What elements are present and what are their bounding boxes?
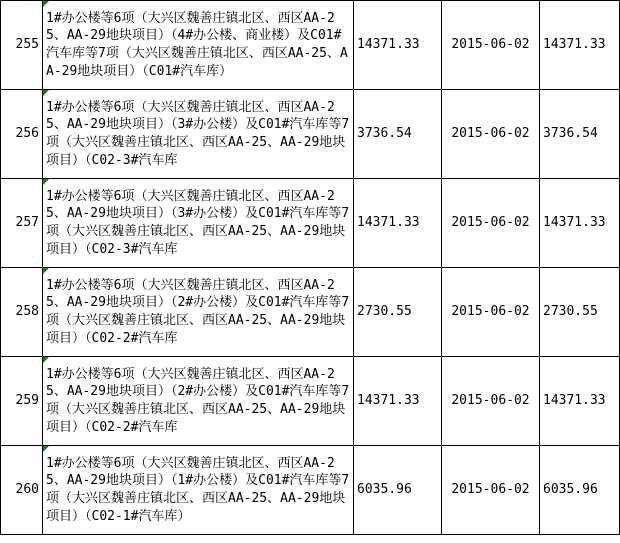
amount-cell[interactable]: 3736.54 (354, 90, 442, 179)
row-number-cell[interactable]: 255 (1, 1, 43, 90)
date-cell[interactable]: 2015-06-02 (442, 268, 540, 357)
date-cell[interactable]: 2015-06-02 (442, 90, 540, 179)
amount-total-cell[interactable]: 14371.33 (540, 1, 620, 90)
row-number-cell[interactable]: 259 (1, 357, 43, 446)
row-number-cell[interactable]: 256 (1, 90, 43, 179)
table-row (1, 1, 620, 90)
amount-cell[interactable]: 14371.33 (354, 179, 442, 268)
amount-cell[interactable]: 6035.96 (354, 446, 442, 535)
amount-total-cell[interactable]: 6035.96 (540, 446, 620, 535)
table-row (1, 268, 620, 357)
table-row (1, 90, 620, 179)
project-description-cell[interactable]: 1#办公楼等6项（大兴区魏善庄镇北区、西区AA-25、AA-29地块项目）（1#办公楼）及C01#汽车库等7项（大兴区魏善庄镇北区、西区AA-25、AA-29地块项目）（C02-1#汽车库） (43, 446, 354, 535)
date-cell[interactable]: 2015-06-02 (442, 357, 540, 446)
amount-total-cell[interactable]: 3736.54 (540, 90, 620, 179)
table-row (1, 179, 620, 268)
row-number-cell[interactable]: 258 (1, 268, 43, 357)
table-row (1, 446, 620, 535)
amount-total-cell[interactable]: 14371.33 (540, 179, 620, 268)
date-cell[interactable]: 2015-06-02 (442, 446, 540, 535)
project-description-cell[interactable]: 1#办公楼等6项（大兴区魏善庄镇北区、西区AA-25、AA-29地块项目）（4#办公楼、商业楼）及C01#汽车库等7项（大兴区魏善庄镇北区、西区AA-25、AA-29地块项目）（C01#汽车库） (43, 1, 354, 90)
date-cell[interactable]: 2015-06-02 (442, 179, 540, 268)
project-description-cell[interactable]: 1#办公楼等6项（大兴区魏善庄镇北区、西区AA-25、AA-29地块项目）（2#办公楼）及C01#汽车库等7项（大兴区魏善庄镇北区、西区AA-25、AA-29地块项目）（C02-2#汽车库 (43, 268, 354, 357)
project-description-cell[interactable]: 1#办公楼等6项（大兴区魏善庄镇北区、西区AA-25、AA-29地块项目）（3#办公楼）及C01#汽车库等7项（大兴区魏善庄镇北区、西区AA-25、AA-29地块项目）（C02-3#汽车库 (43, 179, 354, 268)
row-number-cell[interactable]: 257 (1, 179, 43, 268)
project-description-cell[interactable]: 1#办公楼等6项（大兴区魏善庄镇北区、西区AA-25、AA-29地块项目）（2#办公楼）及C01#汽车库等7项（大兴区魏善庄镇北区、西区AA-25、AA-29地块项目）（C02-2#汽车库 (43, 357, 354, 446)
amount-total-cell[interactable]: 2730.55 (540, 268, 620, 357)
amount-total-cell[interactable]: 14371.33 (540, 357, 620, 446)
table-row (1, 357, 620, 446)
project-description-cell[interactable]: 1#办公楼等6项（大兴区魏善庄镇北区、西区AA-25、AA-29地块项目）（3#办公楼）及C01#汽车库等7项（大兴区魏善庄镇北区、西区AA-25、AA-29地块项目）（C02-3#汽车库 (43, 90, 354, 179)
amount-cell[interactable]: 14371.33 (354, 1, 442, 90)
amount-cell[interactable]: 14371.33 (354, 357, 442, 446)
amount-cell[interactable]: 2730.55 (354, 268, 442, 357)
date-cell[interactable]: 2015-06-02 (442, 1, 540, 90)
row-number-cell[interactable]: 260 (1, 446, 43, 535)
